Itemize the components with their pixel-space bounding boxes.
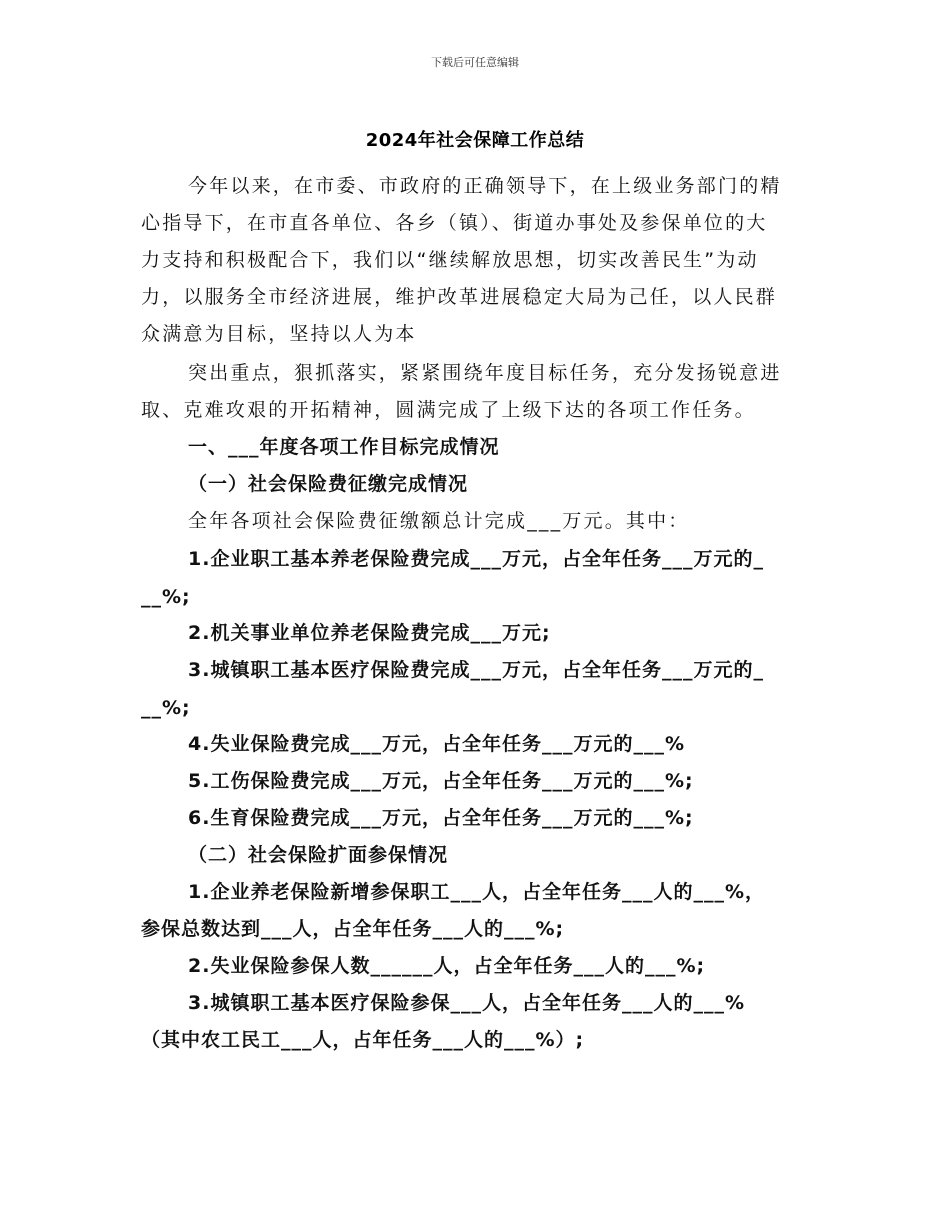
paragraph-line: 全年各项社会保险费征缴额总计完成___万元。其中： <box>188 510 690 532</box>
paragraph-line: 力，以服务全市经济进展，维护改革进展稳定大局为己任，以人民群 <box>141 286 778 308</box>
paragraph-line: 突出重点，狠抓落实，紧紧围绕年度目标任务，充分发扬锐意进 <box>188 362 782 384</box>
paragraph-line: 力支持和积极配合下，我们以“继续解放思想，切实改善民生”为动 <box>141 249 759 271</box>
list-item: 1.企业职工基本养老保险费完成___万元，占全年任务___万元的_ <box>188 548 764 570</box>
list-item: 2.失业保险参保人数______人，占全年任务___人的___%; <box>188 955 706 977</box>
list-item-continuation: （其中农工民工___人，占年任务___人的___%）; <box>141 1029 585 1051</box>
document-title: 2024年社会保障工作总结 <box>365 130 585 151</box>
list-item: 6.生育保险费完成___万元，占全年任务___万元的___%; <box>188 807 694 829</box>
list-item-continuation: 参保总数达到___人，占全年任务___人的___%; <box>141 918 565 940</box>
list-item: 1.企业养老保险新增参保职工___人，占全年任务___人的___%， <box>188 881 765 903</box>
list-item: 3.城镇职工基本医疗保险费完成___万元，占全年任务___万元的_ <box>188 659 764 681</box>
header-note: 下载后可任意编辑 <box>431 56 519 69</box>
list-item-continuation: __%; <box>141 697 191 719</box>
list-item: 3.城镇职工基本医疗保险参保___人，占全年任务___人的___% <box>188 992 745 1014</box>
paragraph-line: 今年以来，在市委、市政府的正确领导下，在上级业务部门的精 <box>188 175 782 197</box>
paragraph-line: 心指导下，在市直各单位、各乡（镇）、街道办事处及参保单位的大 <box>141 212 768 234</box>
list-item: 2.机关事业单位养老保险费完成___万元; <box>188 622 551 644</box>
subsection-heading: （一）社会保险费征缴完成情况 <box>188 473 469 495</box>
subsection-heading: （二）社会保险扩面参保情况 <box>188 844 449 866</box>
section-heading: 一、___年度各项工作目标完成情况 <box>188 436 500 458</box>
list-item-continuation: __%; <box>141 586 191 608</box>
list-item: 5.工伤保险费完成___万元，占全年任务___万元的___%; <box>188 770 694 792</box>
paragraph-line: 取、克难攻艰的开拓精神，圆满完成了上级下达的各项工作任务。 <box>141 399 756 421</box>
list-item: 4.失业保险费完成___万元，占全年任务___万元的___% <box>188 733 685 755</box>
paragraph-line: 众满意为目标，坚持以人为本 <box>141 323 417 345</box>
